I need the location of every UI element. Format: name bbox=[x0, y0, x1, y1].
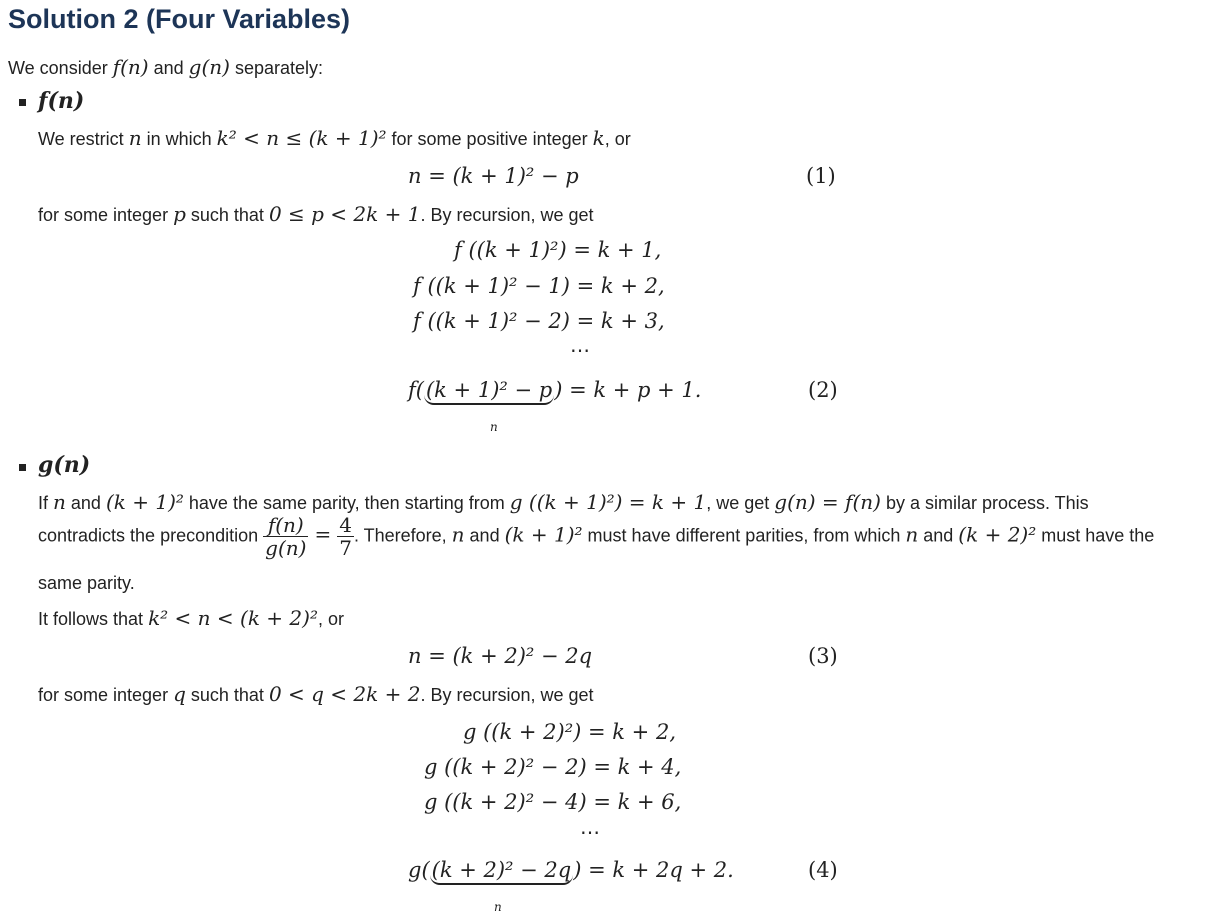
recursion-f-row: f ((k + 1)² − 1) = k + 2, bbox=[413, 274, 665, 298]
intro-line bbox=[8, 55, 323, 80]
math: (k + 1)² bbox=[504, 522, 583, 547]
equation-tag-2: (2) bbox=[808, 378, 838, 402]
math: = bbox=[314, 522, 332, 547]
math: (k + 2)² bbox=[958, 522, 1037, 547]
equation-tag-1: (1) bbox=[806, 164, 836, 188]
section-g-p1 bbox=[38, 490, 1089, 515]
equation-2 bbox=[408, 378, 701, 405]
equation-tag-4: (4) bbox=[808, 858, 838, 882]
text: and bbox=[65, 493, 106, 513]
equation-4 bbox=[408, 858, 734, 885]
text: must have different parities, from which bbox=[582, 525, 906, 546]
intro-text: and bbox=[148, 58, 189, 78]
math: q bbox=[173, 682, 186, 706]
recursion-f-ellipsis: ⋯ bbox=[570, 338, 590, 362]
math: 0 ≤ p < 2k + 1 bbox=[268, 202, 421, 226]
text: . By recursion, we get bbox=[420, 685, 594, 705]
bullet-icon bbox=[19, 464, 26, 471]
section-f-heading: f(n) bbox=[38, 88, 85, 114]
math: g( bbox=[408, 858, 430, 882]
math: k² < n ≤ (k + 1)² bbox=[216, 126, 387, 150]
text: and bbox=[464, 525, 505, 546]
text: . Therefore, bbox=[353, 525, 452, 546]
math-gn: g(n) bbox=[188, 55, 230, 79]
equation-1: n = (k + 1)² − p bbox=[408, 164, 579, 188]
underbrace-label: n bbox=[494, 900, 502, 914]
text: such that bbox=[185, 685, 269, 705]
math: g ((k + 1)²) = k + 1 bbox=[509, 490, 707, 514]
text: , or bbox=[604, 129, 631, 149]
equation-tag-3: (3) bbox=[808, 644, 838, 668]
text: We restrict bbox=[38, 129, 129, 149]
equation-3: n = (k + 2)² − 2q bbox=[408, 644, 593, 668]
math: p bbox=[173, 202, 186, 226]
math: ) = k + p + 1. bbox=[554, 378, 702, 402]
recursion-g-row: g ((k + 2)²) = k + 2, bbox=[463, 720, 676, 744]
text: for some integer bbox=[38, 205, 174, 225]
math: n bbox=[53, 490, 66, 514]
text: and bbox=[918, 525, 959, 546]
math: n bbox=[128, 126, 142, 150]
denominator: g(n) bbox=[265, 536, 307, 560]
page-title: Solution 2 (Four Variables) bbox=[8, 4, 351, 34]
text: by a similar process. This bbox=[880, 493, 1089, 513]
text: such that bbox=[185, 205, 269, 225]
math-fn: f(n) bbox=[112, 55, 149, 79]
math: f( bbox=[408, 378, 424, 402]
math: n bbox=[905, 522, 919, 547]
text: must have the bbox=[1036, 525, 1155, 546]
text: It follows that bbox=[38, 609, 149, 629]
math: 0 < q < 2k + 2 bbox=[268, 682, 421, 706]
math: k² < n < (k + 2)² bbox=[148, 606, 318, 630]
math: ) = k + 2q + 2. bbox=[573, 858, 734, 882]
underbrace: (k + 2)² − 2q bbox=[430, 858, 574, 885]
section-g-p3: same parity. bbox=[38, 573, 135, 593]
numerator: 4 bbox=[339, 513, 352, 537]
section-g-heading: g(n) bbox=[38, 452, 91, 478]
fraction-fn-gn bbox=[263, 514, 308, 559]
recursion-f-row: f ((k + 1)² − 2) = k + 3, bbox=[413, 309, 665, 333]
intro-text: We consider bbox=[8, 58, 113, 78]
math: g(n) = f(n) bbox=[774, 490, 881, 514]
text: for some integer bbox=[38, 685, 174, 705]
section-g-line4 bbox=[38, 606, 344, 631]
text: for some positive integer bbox=[386, 129, 593, 149]
section-f-line1 bbox=[38, 126, 631, 151]
math: n bbox=[451, 522, 465, 547]
text: in which bbox=[141, 129, 217, 149]
section-g-line5 bbox=[38, 682, 594, 707]
text: If bbox=[38, 493, 54, 513]
math: (k + 1)² bbox=[105, 490, 184, 514]
recursion-f-row: f ((k + 1)²) = k + 1, bbox=[454, 238, 662, 262]
intro-text: separately: bbox=[229, 58, 324, 78]
text: . By recursion, we get bbox=[420, 205, 594, 225]
section-g-p2 bbox=[38, 514, 1154, 559]
numerator: f(n) bbox=[263, 514, 308, 537]
denominator: 7 bbox=[339, 536, 352, 560]
fraction-4-7 bbox=[337, 514, 354, 559]
text: , or bbox=[317, 609, 344, 629]
underbrace: (k + 1)² − p bbox=[424, 378, 554, 405]
math: k bbox=[592, 126, 605, 150]
recursion-g-ellipsis: ⋯ bbox=[580, 820, 600, 844]
text: , we get bbox=[706, 493, 775, 513]
recursion-g-row: g ((k + 2)² − 2) = k + 4, bbox=[424, 755, 682, 779]
section-f-line2 bbox=[38, 202, 594, 227]
text: contradicts the precondition bbox=[38, 525, 264, 546]
recursion-g-row: g ((k + 2)² − 4) = k + 6, bbox=[424, 790, 682, 814]
bullet-icon bbox=[19, 99, 26, 106]
underbrace-label: n bbox=[490, 420, 498, 434]
text: have the same parity, then starting from bbox=[183, 493, 510, 513]
